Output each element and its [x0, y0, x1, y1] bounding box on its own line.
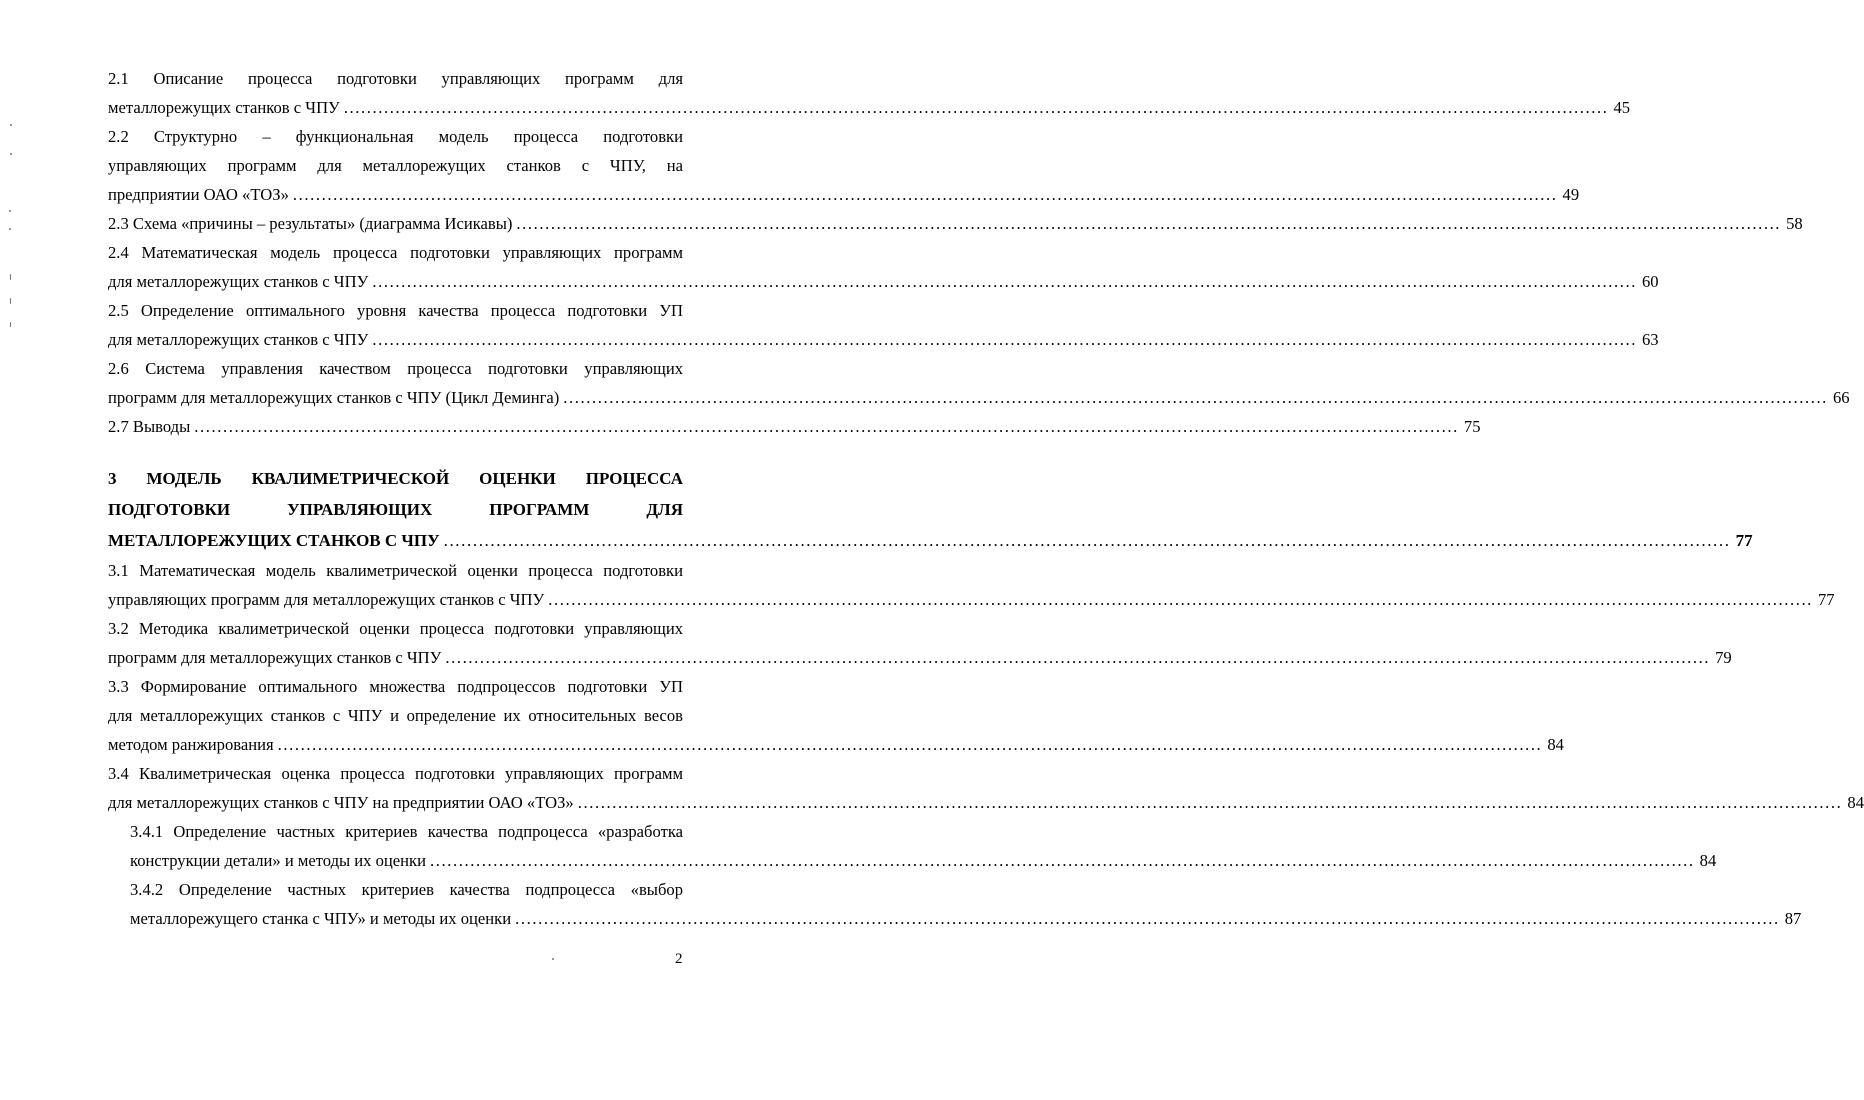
- toc-page-number: 45: [1613, 98, 1631, 117]
- toc-entry: [130, 817, 1717, 875]
- toc-entry: [108, 209, 1803, 238]
- dot-leader: ............................................................................................................................................................................................................................: [515, 909, 1780, 928]
- toc-entry-line: 2.2 Структурно – функциональная модель процесса подготовки: [108, 127, 683, 146]
- toc-entry-leader-line: [108, 383, 1850, 412]
- toc-page-number: 75: [1463, 417, 1481, 436]
- toc-entry-line: предприятии ОАО «ТОЗ»: [108, 185, 289, 204]
- dot-leader: ............................................................................................................................................................................................................................: [563, 388, 1828, 407]
- scan-speck: [9, 228, 11, 230]
- toc-entry-line: для металлорежущих станков с ЧПУ и определение их относительных весов: [108, 706, 683, 725]
- toc-entry-line: для металлорежущих станков с ЧПУ на предприятии ОАО «ТОЗ»: [108, 793, 574, 812]
- toc-entry-leader-line: [108, 788, 1864, 817]
- toc-entry-leader-line: [108, 643, 1732, 672]
- toc-entry-line: 2.5 Определение оптимального уровня качества процесса подготовки УП: [108, 301, 683, 320]
- toc-entry-line: 3.2 Методика квалиметрической оценки процесса подготовки управляющих: [108, 619, 683, 638]
- toc-entry-line: 3.4 Квалиметрическая оценка процесса подготовки управляющих программ: [108, 764, 683, 783]
- scan-speck: [10, 153, 12, 155]
- toc-entry: [108, 556, 1835, 614]
- scan-speck: [10, 322, 11, 327]
- toc-page-number: 63: [1641, 330, 1659, 349]
- toc-entry-line: 3.1 Математическая модель квалиметрической оценки процесса подготовки: [108, 561, 683, 580]
- toc-entry-leader-line: [130, 846, 1717, 875]
- table-of-contents: [108, 64, 1864, 933]
- toc-page-number: 84: [1699, 851, 1717, 870]
- toc-entry: [108, 64, 1631, 122]
- toc-entry-line: 2.7 Выводы: [108, 417, 191, 436]
- dot-leader: ............................................................................................................................................................................................................................: [372, 272, 1637, 291]
- toc-entry-leader-line: [108, 525, 1753, 556]
- toc-page-number: 84: [1547, 735, 1564, 754]
- toc-entry-line: 2.4 Математическая модель процесса подготовки управляющих программ: [108, 243, 683, 262]
- toc-chapter-entry: [108, 463, 1753, 556]
- toc-entry-line: МЕТАЛЛОРЕЖУЩИХ СТАНКОВ С ЧПУ: [108, 531, 440, 550]
- toc-entry-line: 2.6 Система управления качеством процесса подготовки управляющих: [108, 359, 683, 378]
- toc-entry-line: 3 МОДЕЛЬ КВАЛИМЕТРИЧЕСКОЙ ОЦЕНКИ ПРОЦЕССА: [108, 469, 683, 488]
- dot-leader: ............................................................................................................................................................................................................................: [343, 98, 1609, 117]
- toc-entry-line: 3.4.2 Определение частных критериев качества подпроцесса «выбор: [130, 880, 683, 899]
- toc-entry: [108, 238, 1659, 296]
- toc-page-number: 58: [1786, 214, 1803, 233]
- dot-leader: ............................................................................................................................................................................................................................: [443, 531, 1731, 550]
- toc-page-number: 87: [1784, 909, 1802, 928]
- toc-entry-leader-line: [130, 904, 1802, 933]
- dot-leader: ............................................................................................................................................................................................................................: [194, 417, 1459, 436]
- toc-entry-leader-line: [108, 209, 1803, 238]
- dot-leader: ............................................................................................................................................................................................................................: [430, 851, 1695, 870]
- toc-entry-line: 2.1 Описание процесса подготовки управляющих программ для: [108, 69, 683, 88]
- toc-entry: [108, 759, 1864, 817]
- page-number: 2: [675, 951, 683, 967]
- dot-leader: ............................................................................................................................................................................................................................: [577, 793, 1843, 812]
- toc-entry: [108, 122, 1580, 209]
- toc-entry: [108, 614, 1732, 672]
- toc-entry-line: 3.4.1 Определение частных критериев качества подпроцесса «разработка: [130, 822, 683, 841]
- toc-entry-leader-line: [108, 180, 1580, 209]
- toc-entry-line: методом ранжирования: [108, 735, 274, 754]
- scan-speck: [552, 958, 554, 960]
- toc-entry-line: управляющих программ для металлорежущих станков с ЧПУ, на: [108, 156, 683, 175]
- toc-page-number: 79: [1715, 648, 1732, 667]
- scan-speck: [10, 124, 12, 126]
- toc-entry-leader-line: [108, 412, 1481, 441]
- toc-page-number: 77: [1817, 590, 1835, 609]
- toc-entry: [108, 412, 1481, 441]
- toc-entry-leader-line: [108, 325, 1659, 354]
- toc-page-number: 77: [1735, 531, 1753, 550]
- toc-entry-leader-line: [108, 730, 1564, 759]
- toc-page-number: 60: [1641, 272, 1659, 291]
- toc-entry-line: программ для металлорежущих станков с ЧПУ: [108, 648, 442, 667]
- toc-entry: [130, 875, 1802, 933]
- toc-page-number: 66: [1832, 388, 1850, 407]
- toc-entry: [108, 354, 1850, 412]
- dot-leader: ............................................................................................................................................................................................................................: [548, 590, 1813, 609]
- toc-entry-line: для металлорежущих станков с ЧПУ: [108, 272, 369, 291]
- toc-entry-leader-line: [108, 93, 1631, 122]
- dot-leader: ............................................................................................................................................................................................................................: [277, 735, 1543, 754]
- toc-entry-line: управляющих программ для металлорежущих станков с ЧПУ: [108, 590, 545, 609]
- toc-entry-line: 2.3 Схема «причины – результаты» (диаграмма Исикавы): [108, 214, 513, 233]
- toc-entry-leader-line: [108, 585, 1835, 614]
- dot-leader: ............................................................................................................................................................................................................................: [516, 214, 1782, 233]
- toc-entry-line: конструкции детали» и методы их оценки: [130, 851, 426, 870]
- scan-speck: [9, 210, 11, 212]
- toc-entry-line: ПОДГОТОВКИ УПРАВЛЯЮЩИХ ПРОГРАММ ДЛЯ: [108, 500, 683, 519]
- toc-entry-line: программ для металлорежущих станков с ЧПУ (Цикл Деминга): [108, 388, 560, 407]
- dot-leader: ............................................................................................................................................................................................................................: [372, 330, 1637, 349]
- toc-page-number: 49: [1562, 185, 1580, 204]
- toc-entry: [108, 296, 1659, 354]
- toc-entry-line: металлорежущих станков с ЧПУ: [108, 98, 340, 117]
- toc-entry-line: 3.3 Формирование оптимального множества подпроцессов подготовки УП: [108, 677, 683, 696]
- dot-leader: ............................................................................................................................................................................................................................: [445, 648, 1711, 667]
- toc-entry: [108, 672, 1564, 759]
- dot-leader: ............................................................................................................................................................................................................................: [292, 185, 1558, 204]
- toc-entry-line: металлорежущего станка с ЧПУ» и методы их оценки: [130, 909, 512, 928]
- scan-speck: [10, 274, 11, 280]
- scan-speck: [10, 298, 11, 304]
- toc-entry-leader-line: [108, 267, 1659, 296]
- toc-page-number: 84: [1847, 793, 1864, 812]
- toc-entry-line: для металлорежущих станков с ЧПУ: [108, 330, 369, 349]
